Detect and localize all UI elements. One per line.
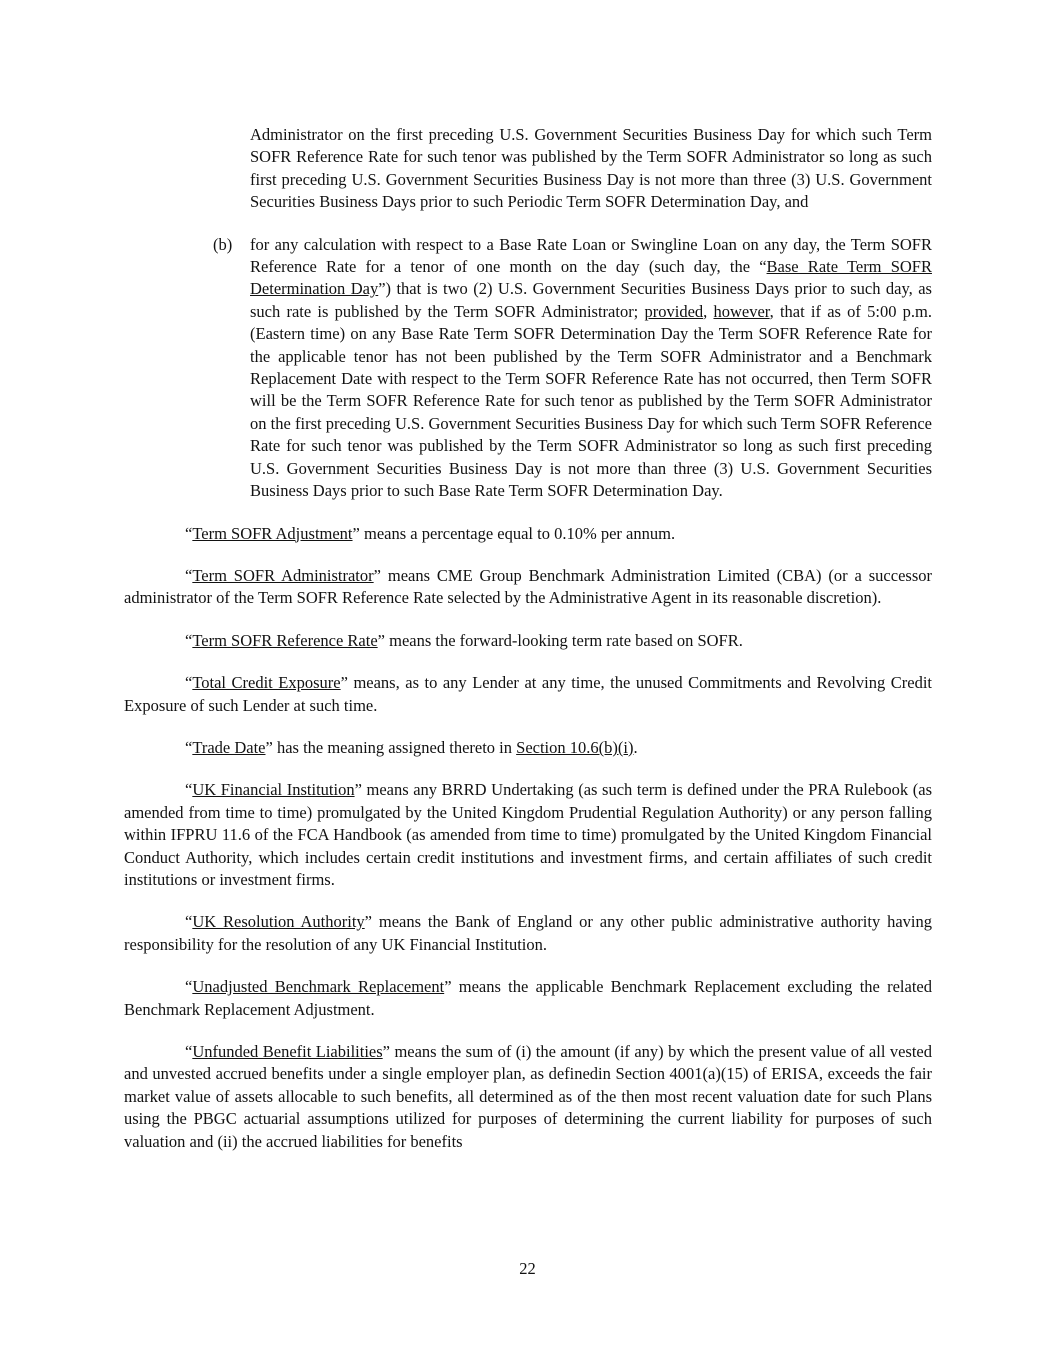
text-run: ” means a percentage equal to 0.10% per annum. xyxy=(352,523,676,543)
underlined-term: however xyxy=(713,301,770,321)
text-run: “ xyxy=(185,630,193,650)
text-run: ” means, as to any Lender at any time, the unused Commitments and Revolving Credit Exposure of such Lender at such time. xyxy=(124,673,932,715)
text-run: ” means the Bank of England or any other public administrative authority having responsibility for the resolution of any UK Financial Institution. xyxy=(124,912,932,954)
text-run: ” means the sum of (i) the amount (if any) by which the present value of all vested and unvested accrued benefits under a single employer plan, as definedin Section 4001(a)(15) of ERISA, exceeds the fair market value of assets allocable to such benefits, all determined as of the then most recent valuation date for such Plans using the PBGC actuarial assumptions utilized for purposes of determining the current liability for purposes of such valuation and (ii) the accrued liabilities for benefits xyxy=(124,1042,932,1151)
underlined-term: Trade Date xyxy=(192,737,266,757)
page-number: 22 xyxy=(519,1259,536,1278)
underlined-term: Section 10.6(b)(i) xyxy=(516,737,634,757)
text-run: Administrator on the first preceding U.S. Government Securities Business Day for which such Term SOFR Reference Rate for such tenor was published by the Term SOFR Administrator so long as such first preceding U.S. Government Securities Business Day is not more than three (3) U.S. Government Securities Business Days prior to such Periodic Term SOFR Determination Day, and xyxy=(250,125,932,212)
text-run: , xyxy=(703,301,714,321)
text-run: “ xyxy=(185,780,193,800)
text-run: ” means CME Group Benchmark Administration Limited (CBA) (or a successor administrator of the Term SOFR Reference Rate selected by the Administrative Agent in its reasonable discretion). xyxy=(124,565,932,608)
underlined-term: Term SOFR Reference Rate xyxy=(192,630,378,650)
text-run: . xyxy=(633,737,638,757)
text-run: “ xyxy=(185,673,193,693)
text-run: ” has the meaning assigned thereto in xyxy=(265,737,517,757)
underlined-term: Base Rate Term SOFR Determination Day xyxy=(250,257,932,299)
paragraph-clause-a-continuation xyxy=(250,124,932,214)
definition-unfunded-benefit-liabilities xyxy=(124,1041,932,1153)
paragraph-clause-b-text xyxy=(250,235,932,500)
text-run: “ xyxy=(185,977,193,997)
underlined-term: Unadjusted Benchmark Replacement xyxy=(192,977,445,997)
text-run: , that if as of 5:00 p.m. (Eastern time) on any Base Rate Term SOFR Determination Day the Term SOFR Reference Rate for the applicable tenor has not been published by the Term SOFR Administrator and a Benchmark Replacement Date with respect to the Term SOFR Reference Rate has not occurred, then Term SOFR will be the Term SOFR Reference Rate for such tenor as published by the Term SOFR Administrator on the first preceding U.S. Government Securities Business Day for which such Term SOFR Reference Rate for such tenor was published by the Term SOFR Administrator so long as such first preceding U.S. Government Securities Business Day is not more than three (3) U.S. Government Securities Business Days prior to such Base Rate Term SOFR Determination Day. xyxy=(250,301,932,501)
underlined-term: Term SOFR Administrator xyxy=(192,565,374,585)
definition-trade-date xyxy=(124,737,932,759)
text-run: “ xyxy=(185,1042,193,1061)
definition-term-sofr-adjustment xyxy=(124,523,932,545)
underlined-term: Unfunded Benefit Liabilities xyxy=(192,1042,383,1061)
definition-unadjusted-benchmark-replacement xyxy=(124,976,932,1021)
underlined-term: Total Credit Exposure xyxy=(192,673,341,693)
text-run: “ xyxy=(185,565,193,585)
text-run: “ xyxy=(185,912,193,932)
underlined-term: provided xyxy=(644,301,704,321)
underlined-term: Term SOFR Adjustment xyxy=(192,523,353,543)
text-run: “ xyxy=(185,737,193,757)
definition-term-sofr-administrator xyxy=(124,565,932,610)
paragraph-clause-b xyxy=(213,234,932,503)
page-content xyxy=(124,124,932,1173)
definition-uk-resolution-authority xyxy=(124,911,932,956)
definition-total-credit-exposure xyxy=(124,672,932,717)
text-run: “ xyxy=(185,523,193,543)
text-run: ”) that is two (2) U.S. Government Securities Business Days prior to such day, as such rate is published by the Term SOFR Administrator; xyxy=(250,279,932,321)
text-run: for any calculation with respect to a Base Rate Loan or Swingline Loan on any day, the Term SOFR Reference Rate for a tenor of one month on the day (such day, the “ xyxy=(250,234,932,277)
text-run: ” means the applicable Benchmark Replacement excluding the related Benchmark Replacement Adjustment. xyxy=(124,977,932,1019)
text-run: ” means any BRRD Undertaking (as such term is defined under the PRA Rulebook (as amended from time to time) promulgated by the United Kingdom Prudential Regulation Authority) or any person falling within IFPRU 11.6 of the FCA Handbook (as amended from time to time) promulgated by the United Kingdom Financial Conduct Authority, which includes certain credit institutions and investment firms, and certain affiliates of such credit institutions or investment firms. xyxy=(124,780,932,889)
definition-uk-financial-institution xyxy=(124,779,932,891)
list-marker-b: (b) xyxy=(213,234,233,254)
underlined-term: UK Financial Institution xyxy=(192,780,355,800)
definition-term-sofr-reference-rate xyxy=(124,630,932,652)
underlined-term: UK Resolution Authority xyxy=(192,912,365,932)
text-run: ” means the forward-looking term rate based on SOFR. xyxy=(377,630,743,650)
